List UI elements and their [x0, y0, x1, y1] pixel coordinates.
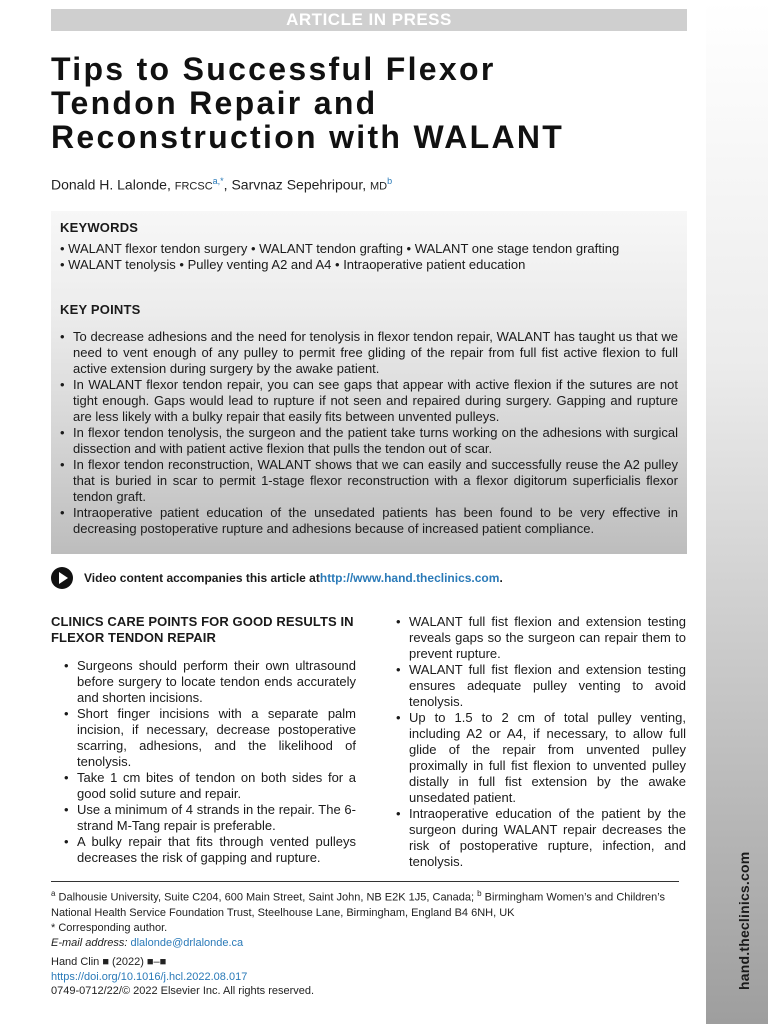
- key-points-list: [60, 329, 678, 537]
- email-link[interactable]: dlalonde@drlalonde.ca: [130, 936, 244, 949]
- key-points-heading: KEY POINTS: [60, 302, 141, 317]
- care-point-item: • WALANT full fist flexion and extension testing ensures adequate pulley venting to avoid tenolysis.: [396, 662, 686, 710]
- author-list: [51, 176, 392, 193]
- care-points-heading-line-2: FLEXOR TENDON REPAIR: [51, 630, 216, 645]
- affiliation-a-marker: a: [51, 889, 56, 898]
- title-line-2: Tendon Repair and: [51, 85, 378, 121]
- key-point-item: • In WALANT flexor tendon repair, you can see gaps that appear with active flexion if the sutures are not tight enough. Gaps would lead to rupture if not seen and repaired during surgery. Gapping and rupture are less likely with a bulky repair that easily fits between unvented pulleys.: [60, 377, 678, 425]
- care-point-item: • Take 1 cm bites of tendon on both sides for a good solid suture and repair.: [51, 770, 356, 802]
- key-point-item: • To decrease adhesions and the need for tenolysis in flexor tendon repair, WALANT has taught us that we need to vent enough of any pulley to permit free gliding of the repair from full fist active flexion to full active extension during surgery by the awake patient.: [60, 329, 678, 377]
- footnote-divider: [51, 881, 679, 882]
- author-1-name: Donald H. Lalonde,: [51, 176, 175, 193]
- video-notice-end: .: [499, 571, 503, 585]
- affiliation-footnotes: [51, 886, 681, 951]
- care-points-left-column: [51, 614, 356, 866]
- article-in-press-banner: ARTICLE IN PRESS: [51, 9, 687, 31]
- video-notice-text: Video content accompanies this article at: [84, 571, 320, 585]
- care-point-item: • A bulky repair that fits through vented pulleys decreases the risk of gapping and rupture.: [51, 834, 356, 866]
- key-point-item: • Intraoperative patient education of the unsedated patients has been found to be very effective in decreasing postoperative rupture and adhesions because of increased patient compliance.: [60, 505, 678, 537]
- care-point-item: • WALANT full fist flexion and extension testing reveals gaps so the surgeon can repair them to prevent rupture.: [396, 614, 686, 662]
- affiliation-b-marker: b: [477, 889, 482, 898]
- journal-website-label: hand.theclinics.com: [736, 851, 752, 990]
- video-content-notice: [51, 567, 503, 589]
- keywords-heading: KEYWORDS: [60, 220, 139, 235]
- corresponding-author-note: * Corresponding author.: [51, 921, 168, 934]
- title-line-1: Tips to Successful Flexor: [51, 51, 496, 87]
- copyright-line: 0749-0712/22/© 2022 Elsevier Inc. All rights reserved.: [51, 985, 315, 997]
- care-point-item: • Short finger incisions with a separate palm incision, if necessary, decrease postoperative scarring, adhesions, and the likelihood of tenolysis.: [51, 706, 356, 770]
- author-1-affiliation-marker[interactable]: a,*: [212, 176, 224, 186]
- care-point-item: • Up to 1.5 to 2 cm of total pulley venting, including A2 or A4, if necessary, to allow full glide of the repair from unvented pulley proximally in full fist flexion to unvented pulley distally in full fist extension by the awake unsedated patient.: [396, 710, 686, 806]
- keywords-line-1: • WALANT flexor tendon surgery • WALANT tendon grafting • WALANT one stage tendon grafting: [60, 241, 620, 256]
- title-line-3: Reconstruction with WALANT: [51, 119, 565, 155]
- care-points-heading: [51, 614, 356, 646]
- keywords-line-2: • WALANT tenolysis • Pulley venting A2 and A4 • Intraoperative patient education: [60, 257, 526, 272]
- doi-link[interactable]: https://doi.org/10.1016/j.hcl.2022.08.017: [51, 970, 248, 983]
- author-2-degree: MD: [369, 180, 388, 193]
- care-points-right-column: [396, 614, 686, 870]
- author-1-degree: FRCSC: [174, 180, 213, 193]
- care-point-item: • Surgeons should perform their own ultrasound before surgery to locate tendon ends accurately and shorten incisions.: [51, 658, 356, 706]
- keywords-keypoints-box: [51, 211, 687, 554]
- email-line: [51, 936, 681, 951]
- video-link[interactable]: http://www.hand.theclinics.com: [319, 571, 500, 585]
- play-video-icon[interactable]: [51, 567, 73, 589]
- care-point-item: • Use a minimum of 4 strands in the repair. The 6-strand M-Tang repair is preferable.: [51, 802, 356, 834]
- care-points-list-right: [396, 614, 686, 870]
- author-2-name: , Sarvnaz Sepehripour,: [223, 176, 370, 193]
- affiliation-b: Birmingham Women’s and Children’s National Health Service Foundation Trust, Steelhouse Lane, Birmingham, England B4 6NH, UK: [51, 891, 666, 919]
- author-2-affiliation-marker[interactable]: b: [387, 176, 393, 186]
- journal-citation: Hand Clin ■ (2022) ■–■: [51, 956, 167, 968]
- care-points-heading-line-1: CLINICS CARE POINTS FOR GOOD RESULTS IN: [51, 614, 354, 629]
- key-point-item: • In flexor tendon tenolysis, the surgeon and the patient take turns working on the adhesions with surgical dissection and with patient active flexion that pulls the tendon out of scar.: [60, 425, 678, 457]
- care-point-item: • Intraoperative education of the patient by the surgeon during WALANT repair decreases the risk of postoperative rupture, infection, and tenolysis.: [396, 806, 686, 870]
- affiliation-a: Dalhousie University, Suite C204, 600 Main Street, Saint John, NB E2K 1J5, Canada;: [55, 891, 478, 904]
- affiliations: [51, 886, 681, 921]
- article-title: [51, 52, 691, 154]
- email-label: E-mail address:: [51, 936, 131, 949]
- key-point-item: • In flexor tendon reconstruction, WALANT shows that we can easily and successfully reuse the A2 pulley that is buried in scar to permit 1-stage flexor reconstruction with a flexor digitorum superficialis flexor tendon graft.: [60, 457, 678, 505]
- citation-block: [51, 955, 314, 999]
- care-points-list-left: [51, 658, 356, 866]
